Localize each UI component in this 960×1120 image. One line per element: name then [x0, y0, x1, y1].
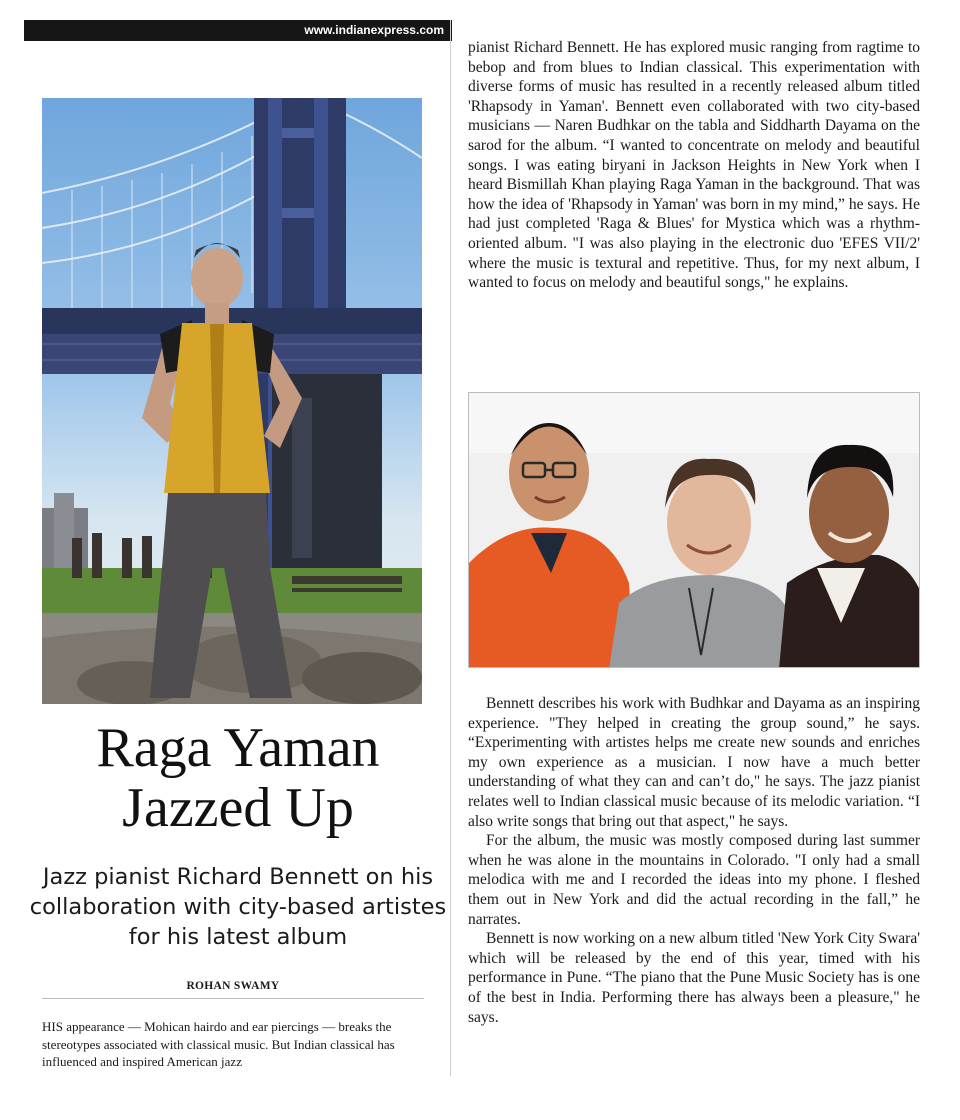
column-divider	[450, 20, 451, 1076]
byline-divider	[42, 998, 424, 999]
article-headline: Raga Yaman Jazzed Up	[96, 717, 380, 839]
site-header-bar	[24, 20, 452, 41]
group-photo	[468, 392, 920, 668]
article-paragraph: For the album, the music was mostly composed during last summer when he was alone in the mountains in Colorado. "I only had a small melodica with me and I recorded the ideas into my phone. I fleshed them out in New York and did the actual recording in the fall,” he narrates.	[468, 832, 920, 928]
musician-photo	[42, 98, 422, 704]
article-column-bottom	[468, 694, 920, 1027]
bridge-scene-illustration	[42, 98, 422, 704]
article-deck: Jazz pianist Richard Bennett on his collaboration with city-based artistes for his latest album	[29, 864, 447, 950]
article-paragraph: Bennett is now working on a new album titled 'New York City Swara' which will be released by the end of this year, timed with his performance in Pune. “The piano that the Pune Music Society has is one of the best in India. Performing there has always been a pleasure," he says.	[468, 930, 920, 1026]
article-lead-paragraph: HIS appearance — Mohican hairdo and ear piercings — breaks the stereotypes associated with classical music. But Indian classical has influenced and inspired American jazz	[42, 1019, 395, 1069]
article-column-top	[468, 38, 920, 293]
site-url[interactable]: www.indianexpress.com	[304, 23, 444, 37]
three-musicians-illustration	[469, 393, 920, 668]
article-byline: ROHAN SWAMY	[186, 980, 280, 992]
article-paragraph: Bennett describes his work with Budhkar and Dayama as an inspiring experience. "They helped in creating the group sound,” he says. “Experimenting with artistes helps me create new sounds and enriches my own experience as a musician. I now have a much better understanding of what they can and can’t do," he says. The jazz pianist relates well to Indian classical music because of its melodic variation. “I also write songs that bring out that aspect," he says.	[468, 695, 920, 830]
article-paragraph: pianist Richard Bennett. He has explored music ranging from ragtime to bebop and from blues to Indian classical. This experimentation with diverse forms of music has resulted in a recently released album titled 'Rhapsody in Yaman'. Bennett even collaborated with two city-based musicians — Naren Budhkar on the tabla and Siddharth Dayama on the sarod for the album. “I wanted to concentrate on melody and beautiful songs. I was eating biryani in Jackson Heights in New York when I heard Bismillah Khan playing Raga Yaman in the background. That was how the idea of 'Rhapsody in Yaman' was born in my mind,” he says. He had just completed 'Raga & Blues' for Mystica which was a rhythm-oriented album. "I was also playing in the electronic duo 'EFES VII/2' where the music is textural and repetitive. Thus, for my next album, I wanted to focus on melody and beautiful songs," he explains.	[468, 39, 920, 292]
